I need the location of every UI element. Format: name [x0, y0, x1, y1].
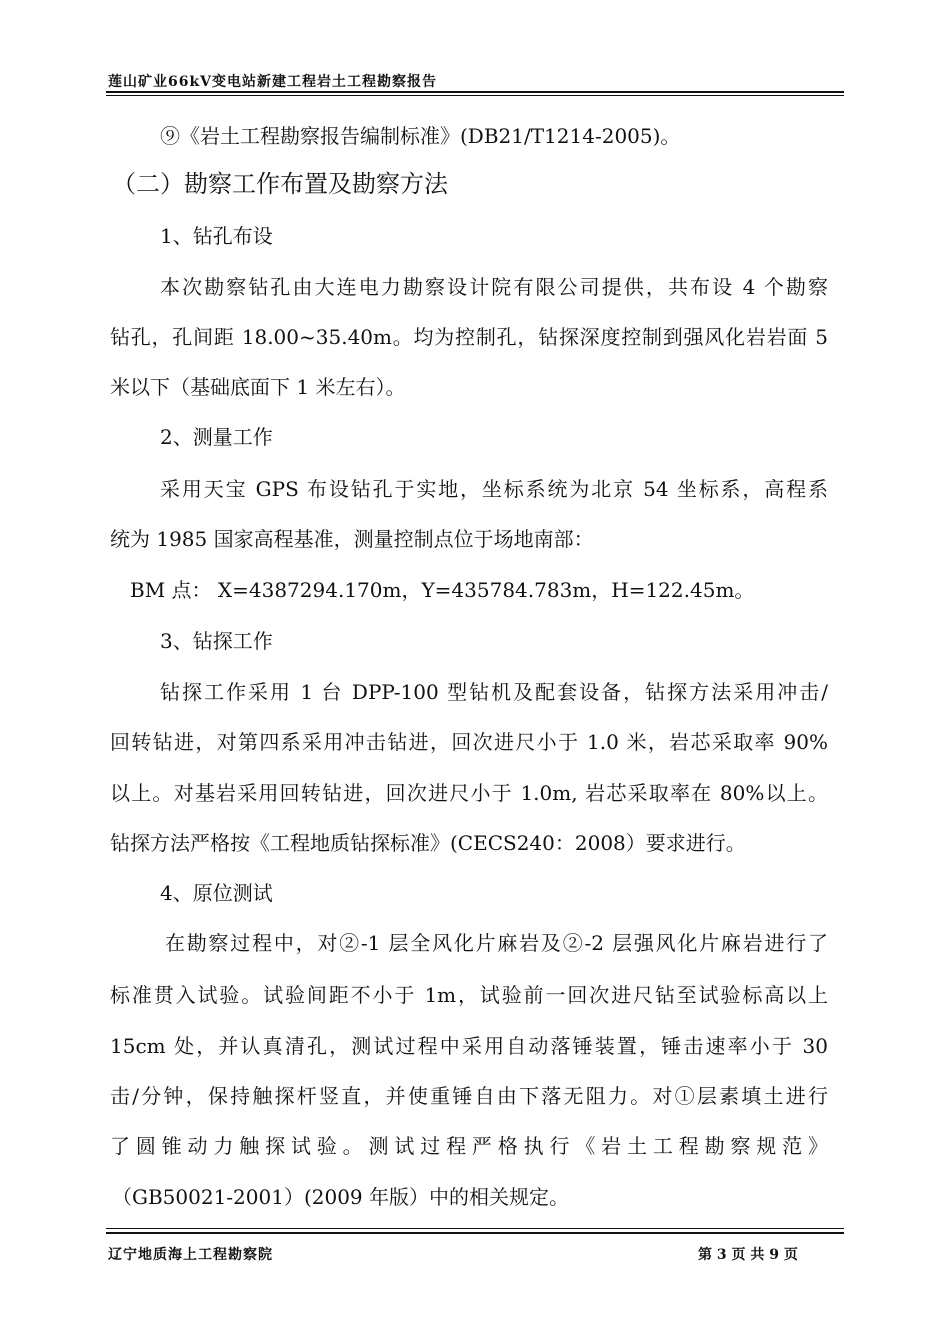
- paragraph-line: 米以下（基础底面下 1 米左右）。: [110, 375, 406, 399]
- subheading-survey: 2、测量工作: [160, 425, 273, 449]
- paragraph-line: 标准贯入试验。试验间距不小于 1m，试验前一回次进尺钻至试验标高以上: [110, 983, 828, 1007]
- paragraph-line: 统为 1985 国家高程基准，测量控制点位于场地南部：: [110, 527, 594, 551]
- paragraph-line: 回转钻进，对第四系采用冲击钻进，回次进尺小于 1.0 米，岩芯采取率 90%: [110, 730, 828, 754]
- paragraph-line: 钻探工作采用 1 台 DPP-100 型钻机及配套设备，钻探方法采用冲击/: [160, 680, 828, 704]
- benchmark-coordinates: BM 点： X=4387294.170m，Y=435784.783m，H=122.45m。: [130, 578, 755, 602]
- subheading-drilling-work: 3、钻探工作: [160, 629, 273, 653]
- subheading-in-situ-test: 4、原位测试: [160, 881, 273, 905]
- paragraph-line: 了圆锥动力触探试验。测试过程严格执行《岩土工程勘察规范》: [110, 1134, 828, 1158]
- paragraph-line: 钻孔，孔间距 18.00~35.40m。均为控制孔，钻探深度控制到强风化岩岩面 5: [110, 325, 828, 349]
- paragraph-line: 击/分钟，保持触探杆竖直，并使重锤自由下落无阻力。对①层素填土进行: [110, 1084, 828, 1108]
- paragraph-line: 以上。对基岩采用回转钻进，回次进尺小于 1.0m, 岩芯采取率在 80%以上。: [110, 781, 828, 805]
- subheading-drilling-layout: 1、钻孔布设: [160, 224, 273, 248]
- header-rule: [106, 91, 844, 93]
- page-number: 第 3 页 共 9 页: [698, 1247, 798, 1263]
- paragraph-line: 钻探方法严格按《工程地质钻探标准》(CECS240：2008）要求进行。: [110, 831, 746, 855]
- section-heading-2: （二）勘察工作布置及勘察方法: [112, 170, 448, 198]
- footer-rule: [106, 1232, 844, 1234]
- reference-item-9: ⑨《岩土工程勘察报告编制标准》(DB21/T1214-2005)。: [160, 124, 681, 148]
- paragraph-line: 采用天宝 GPS 布设钻孔于实地，坐标系统为北京 54 坐标系，高程系: [160, 477, 828, 501]
- paragraph-line: （GB50021-2001）(2009 年版）中的相关规定。: [112, 1185, 570, 1209]
- page-header-title: 莲山矿业66kV变电站新建工程岩土工程勘察报告: [108, 74, 438, 90]
- header-rule-thin: [106, 95, 844, 96]
- footer-organization: 辽宁地质海上工程勘察院: [108, 1247, 273, 1263]
- footer-rule-thin: [106, 1228, 844, 1229]
- paragraph-line: 本次勘察钻孔由大连电力勘察设计院有限公司提供，共布设 4 个勘察: [160, 275, 828, 299]
- paragraph-line: 15cm 处，并认真清孔，测试过程中采用自动落锤装置，锤击速率小于 30: [110, 1034, 828, 1058]
- paragraph-line: 在勘察过程中，对②-1 层全风化片麻岩及②-2 层强风化片麻岩进行了: [165, 931, 828, 955]
